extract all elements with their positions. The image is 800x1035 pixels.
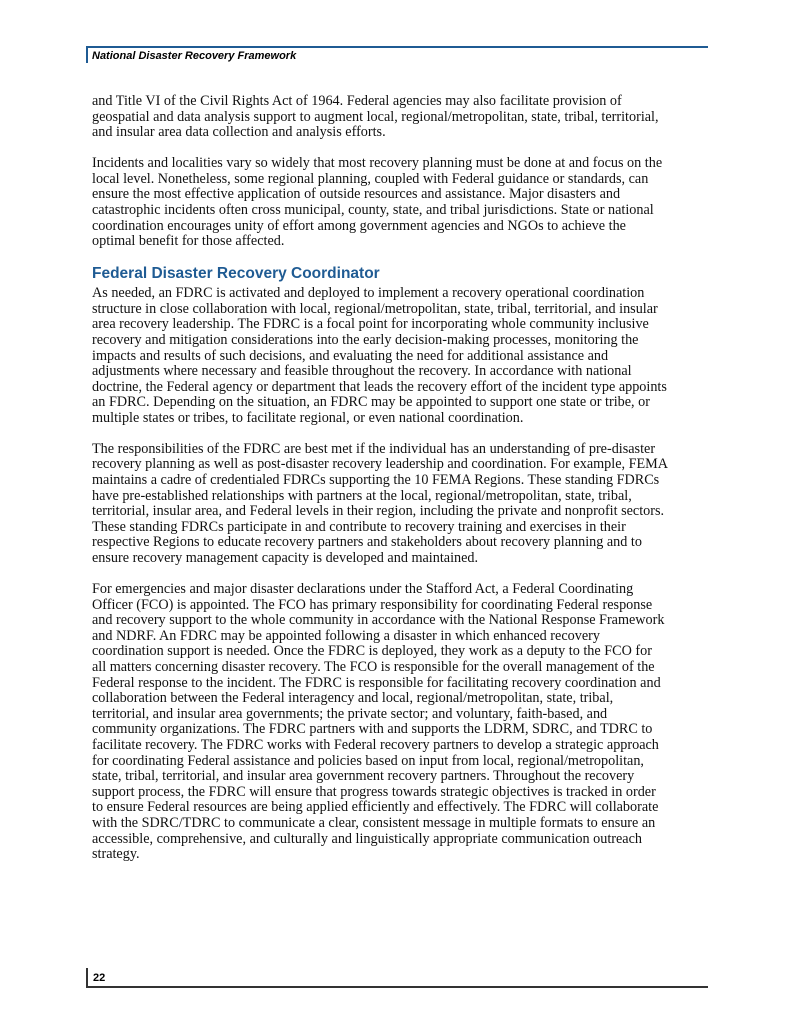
paragraph	[92, 582, 712, 863]
footer-rule	[86, 986, 708, 988]
text-line: with the SDRC/TDRC to communicate a clear, consistent message in multiple formats to ensure an	[92, 814, 656, 831]
text-line: area recovery leadership. The FDRC is a focal point for incorporating whole community inclusive	[92, 316, 649, 333]
text-line: For emergencies and major disaster declarations under the Stafford Act, a Federal Coordinating	[92, 581, 634, 597]
text-line: These standing FDRCs participate in and contribute to recovery training and exercises in their	[92, 518, 626, 535]
intro-paragraphs	[92, 94, 712, 250]
text-line: and NDRF. An FDRC may be appointed following a disaster in which enhanced recovery	[92, 627, 600, 644]
text-line: The responsibilities of the FDRC are best met if the individual has an understanding of pre-disaster	[92, 440, 656, 457]
text-line: As needed, an FDRC is activated and deployed to implement a recovery operational coordination	[92, 285, 645, 302]
text-line: territorial, insular area, and Federal levels in their region, including the private and nonprofit sectors.	[92, 503, 665, 520]
text-line: accessible, comprehensive, and culturally and linguistically appropriate communication outreach	[92, 830, 642, 847]
text-line: an FDRC. Depending on the situation, an FDRC may be appointed to support one state or tribe, or	[92, 394, 650, 411]
header-rule	[86, 46, 708, 48]
text-line: all matters concerning disaster recovery. The FCO is responsible for the overall management of the	[92, 658, 655, 675]
text-line: territorial, and insular area governments; the private sector; and voluntary, faith-based, and	[92, 705, 608, 722]
text-line: multiple states or tribes, to facilitate regional, or even national coordination.	[92, 409, 524, 426]
text-line: ensure the most effective application of outside resources and assistance. Major disasters and	[92, 186, 621, 203]
text-line: recovery and mitigation considerations into the early decision-making processes, monitoring the	[92, 331, 639, 348]
text-line: to ensure Federal resources are being applied efficiently and effectively. The FDRC will collaborate	[92, 799, 659, 816]
text-line: and recovery support to the whole community in accordance with the National Response Framework	[92, 612, 665, 629]
text-line: coordination encourages unity of effort among government agencies and NGOs to achieve the	[92, 217, 626, 234]
text-line: for coordinating Federal assistance and policies based on input from local, regional/metropolitan,	[92, 752, 644, 769]
text-line: Incidents and localities vary so widely that most recovery planning must be done at and focus on the	[92, 155, 663, 172]
text-line: and Title VI of the Civil Rights Act of 1964. Federal agencies may also facilitate provision of	[92, 93, 622, 109]
text-line: geospatial and data analysis support to augment local, regional/metropolitan, state, tribal, territorial,	[92, 108, 659, 125]
text-line: community organizations. The FDRC partners with and supports the LDRM, SDRC, and TDRC to	[92, 721, 653, 738]
text-line: facilitate recovery. The FDRC works with Federal recovery partners to develop a strategic approach	[92, 736, 659, 753]
paragraph	[92, 286, 712, 426]
running-header-title: National Disaster Recovery Framework	[92, 50, 297, 62]
header-left-bar	[86, 46, 88, 63]
text-line: structure in close collaboration with local, regional/metropolitan, state, tribal, territorial, and insular	[92, 300, 658, 317]
text-line: and insular area data collection and analysis efforts.	[92, 124, 386, 141]
section-heading: Federal Disaster Recovery Coordinator	[92, 265, 380, 283]
text-line: respective Regions to educate recovery partners and stakeholders about recovery planning and to	[92, 534, 642, 551]
paragraph	[92, 156, 712, 250]
text-line: recovery planning as well as post-disaster recovery leadership and coordination. For example, FEMA	[92, 456, 668, 473]
text-line: doctrine, the Federal agency or department that leads the recovery effort of the incident type appoints	[92, 378, 667, 395]
text-line: ensure recovery management capacity is developed and maintained.	[92, 550, 479, 567]
text-line: optimal benefit for those affected.	[92, 233, 285, 250]
section-paragraphs	[92, 286, 712, 863]
footer-left-bar	[86, 968, 88, 988]
text-line: support process, the FDRC will ensure that progress towards strategic objectives is tracked in order	[92, 783, 656, 800]
page-body	[92, 94, 712, 878]
paragraph	[92, 94, 712, 141]
text-line: impacts and results of such decisions, and evaluating the need for additional assistance and	[92, 347, 609, 364]
text-line: strategy.	[92, 846, 140, 863]
paragraph	[92, 442, 712, 567]
text-line: local level. Nonetheless, some regional planning, coupled with Federal guidance or standards, can	[92, 170, 649, 187]
text-line: maintains a cadre of credentialed FDRCs supporting the 10 FEMA Regions. These standing FDRCs	[92, 472, 660, 489]
text-line: Federal response to the incident. The FDRC is responsible for facilitating recovery coordination and	[92, 674, 661, 691]
text-line: have pre-established relationships with partners at the local, regional/metropolitan, state, tribal,	[92, 487, 632, 504]
text-line: collaboration between the Federal interagency and local, regional/metropolitan, state, tribal,	[92, 690, 614, 707]
text-line: coordination support is needed. Once the FDRC is deployed, they work as a deputy to the FCO for	[92, 643, 652, 660]
text-line: state, tribal, territorial, and insular area government recovery partners. Throughout the recovery	[92, 768, 635, 785]
page-number: 22	[93, 972, 106, 984]
text-line: Officer (FCO) is appointed. The FCO has primary responsibility for coordinating Federal response	[92, 596, 653, 613]
text-line: catastrophic incidents often cross municipal, county, state, and tribal jurisdictions. State or national	[92, 201, 654, 218]
text-line: adjustments where necessary and feasible throughout the recovery. In accordance with national	[92, 363, 632, 380]
